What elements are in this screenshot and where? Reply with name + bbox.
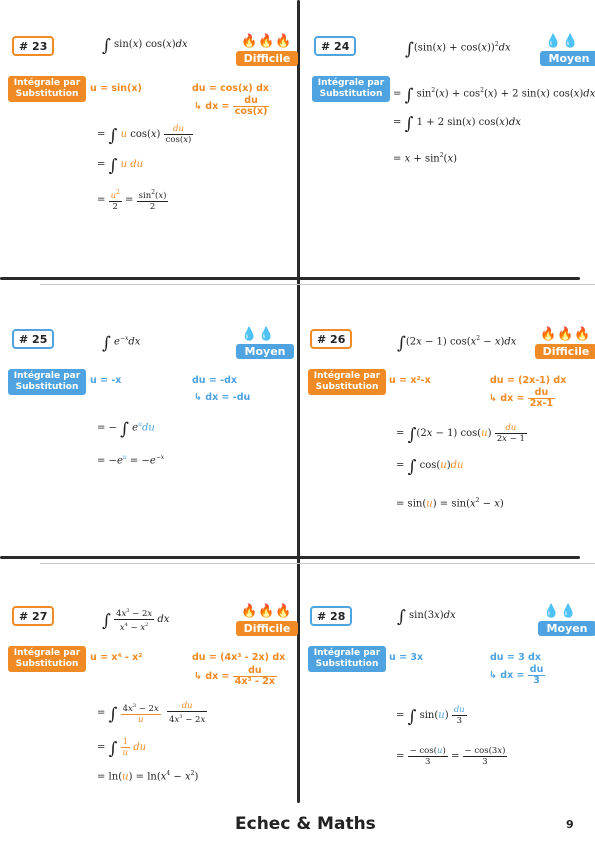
dx-denominator: 4x³ - 2x xyxy=(234,676,275,687)
page-number: 9 xyxy=(566,818,574,831)
difficulty-label-23: Difficile xyxy=(236,51,298,66)
difficulty-label-27: Difficile xyxy=(236,621,298,636)
method-tag-line-1: Intégrale par xyxy=(317,78,385,88)
method-tag-line-1: Intégrale par xyxy=(313,371,381,381)
substitution-du-28: du = 3 dx xyxy=(490,652,541,663)
method-tag-line-2: Substitution xyxy=(15,659,79,669)
integral-27: ∫ $\frac{4x^3 - 2x}{x^4 - x^2}$ dx xyxy=(102,608,170,633)
step-26-3: = $\sin(u) = \sin(x^2 - x)$ xyxy=(396,497,504,510)
dx-prefix: ↳ dx = xyxy=(194,671,230,682)
substitution-u-26: u = x²-x xyxy=(389,375,431,386)
step-28-2: = $\frac{- \cos(u)}{3}$ = $\frac{- \cos(3x)}{3}$ xyxy=(396,746,506,767)
substitution-dx-27 xyxy=(194,666,277,687)
dx-prefix: ↳ dx = xyxy=(489,670,525,681)
method-tag-line-2: Substitution xyxy=(315,382,379,392)
dx-numerator: du xyxy=(244,95,258,106)
footer-title: Echec & Maths xyxy=(235,814,376,834)
method-tag-26 xyxy=(308,369,386,395)
substitution-u-28: u = 3x xyxy=(389,652,424,663)
exercise-number-23: # 23 xyxy=(12,36,54,56)
method-tag-line-1: Intégrale par xyxy=(13,648,81,658)
flame-icon: 🔥🔥🔥 xyxy=(540,327,592,342)
flame-icon: 🔥🔥🔥 xyxy=(241,604,293,619)
water-drop-icon: 💧💧 xyxy=(241,327,276,342)
water-drop-icon: 💧💧 xyxy=(543,604,578,619)
exercise-number-28: # 28 xyxy=(310,606,352,626)
dx-numerator: du xyxy=(534,387,549,398)
dx-numerator: du xyxy=(529,664,544,675)
substitution-u-23: u = sin(x) xyxy=(90,83,142,94)
step-23-2: = ∫ u du xyxy=(97,156,144,176)
row-divider-2-shadow xyxy=(40,563,595,564)
row-divider-2 xyxy=(0,556,580,559)
step-24-2: = ∫ 1 + 2 sin(x) cos(x)dx xyxy=(393,114,521,134)
difficulty-label-28: Moyen xyxy=(538,621,595,636)
substitution-du-25: du = -dx xyxy=(192,375,238,386)
method-tag-line-2: Substitution xyxy=(15,89,79,99)
method-tag-23 xyxy=(8,76,86,102)
exercise-number-25: # 25 xyxy=(12,329,54,349)
substitution-dx-28 xyxy=(489,665,545,686)
step-26-2: = ∫ cos(u)du xyxy=(396,457,464,477)
difficulty-label-25: Moyen xyxy=(236,344,294,359)
substitution-u-25: u = -x xyxy=(90,375,122,386)
substitution-du-26: du = (2x-1) dx xyxy=(490,375,567,386)
method-tag-line-2: Substitution xyxy=(315,659,379,669)
integral-24: $\int(\sin(x) + \cos(x))^2dx$ xyxy=(405,39,511,60)
step-25-1: = − ∫ $e^udu$ xyxy=(97,419,155,440)
dx-prefix: ↳ dx = xyxy=(194,101,230,112)
exercise-number-26: # 26 xyxy=(310,329,352,349)
step-23-3: = $\frac{u^2}{2}$ = $\frac{\sin^2(x)}{2}$ xyxy=(97,189,167,212)
step-24-1: = ∫ $\sin^2(x) + \cos^2(x) + 2$ sin(x) cos(x)dx xyxy=(393,85,595,106)
substitution-dx-26 xyxy=(489,388,555,409)
exercise-number-27: # 27 xyxy=(12,606,54,626)
step-24-3: = $x + \sin^2(x)$ xyxy=(393,152,457,165)
difficulty-label-24: Moyen xyxy=(540,51,595,66)
integral-25: ∫ $e^{-x}dx$ xyxy=(102,333,141,354)
step-25-2: = $-e^u = -e^{-x}$ xyxy=(97,454,165,467)
center-divider xyxy=(297,0,300,803)
method-tag-25 xyxy=(8,369,86,395)
substitution-du-23: du = cos(x) dx xyxy=(192,83,269,94)
dx-denominator: cos(x) xyxy=(234,106,268,117)
method-tag-28 xyxy=(308,646,386,672)
method-tag-line-1: Intégrale par xyxy=(13,371,81,381)
difficulty-label-26: Difficile xyxy=(535,344,595,359)
step-27-2: = ∫ $\frac{1}{u}$ du xyxy=(97,737,147,759)
substitution-du-27: du = (4x³ - 2x) dx xyxy=(192,652,286,663)
step-26-1: = ∫(2x − 1) cos(u) $\frac{du}{2x - 1}$ xyxy=(396,423,525,445)
water-drop-icon: 💧💧 xyxy=(545,34,580,49)
step-23-1: = ∫ u cos(x) $\frac{du}{\cos(x)}$ xyxy=(97,124,192,146)
step-27-1: = ∫ $\frac{4x^3 - 2x}{u}$ $\frac{du}{4x^3 - 2x}$ xyxy=(97,701,206,725)
row-divider-1-shadow xyxy=(40,284,595,285)
method-tag-line-1: Intégrale par xyxy=(313,648,381,658)
step-27-3: = $\ln(u) = \ln(x^4 - x^2)$ xyxy=(97,770,199,783)
substitution-u-27: u = x⁴ - x² xyxy=(90,652,143,663)
method-tag-27 xyxy=(8,646,86,672)
dx-numerator: du xyxy=(248,665,262,676)
integral-26: ∫(2x − 1) $\cos(x^2 - x)dx$ xyxy=(397,333,517,354)
integral-23: ∫ sin(x) cos(x)dx xyxy=(102,36,188,56)
substitution-dx-25: ↳ dx = -du xyxy=(194,392,251,403)
method-tag-line-2: Substitution xyxy=(15,382,79,392)
method-tag-24 xyxy=(312,76,390,102)
dx-denominator: 2x-1 xyxy=(529,398,554,409)
dx-prefix: ↳ dx = xyxy=(489,393,525,404)
flame-icon: 🔥🔥🔥 xyxy=(241,34,293,49)
row-divider-1 xyxy=(0,277,580,280)
integral-28: ∫ sin(3x)dx xyxy=(397,607,456,627)
exercise-number-24: # 24 xyxy=(314,36,356,56)
method-tag-line-1: Intégrale par xyxy=(13,78,81,88)
substitution-dx-23 xyxy=(194,96,269,117)
method-tag-line-2: Substitution xyxy=(319,89,383,99)
dx-denominator: 3 xyxy=(528,675,546,686)
step-28-1: = ∫ sin(u) $\frac{du}{3}$ xyxy=(396,705,465,727)
